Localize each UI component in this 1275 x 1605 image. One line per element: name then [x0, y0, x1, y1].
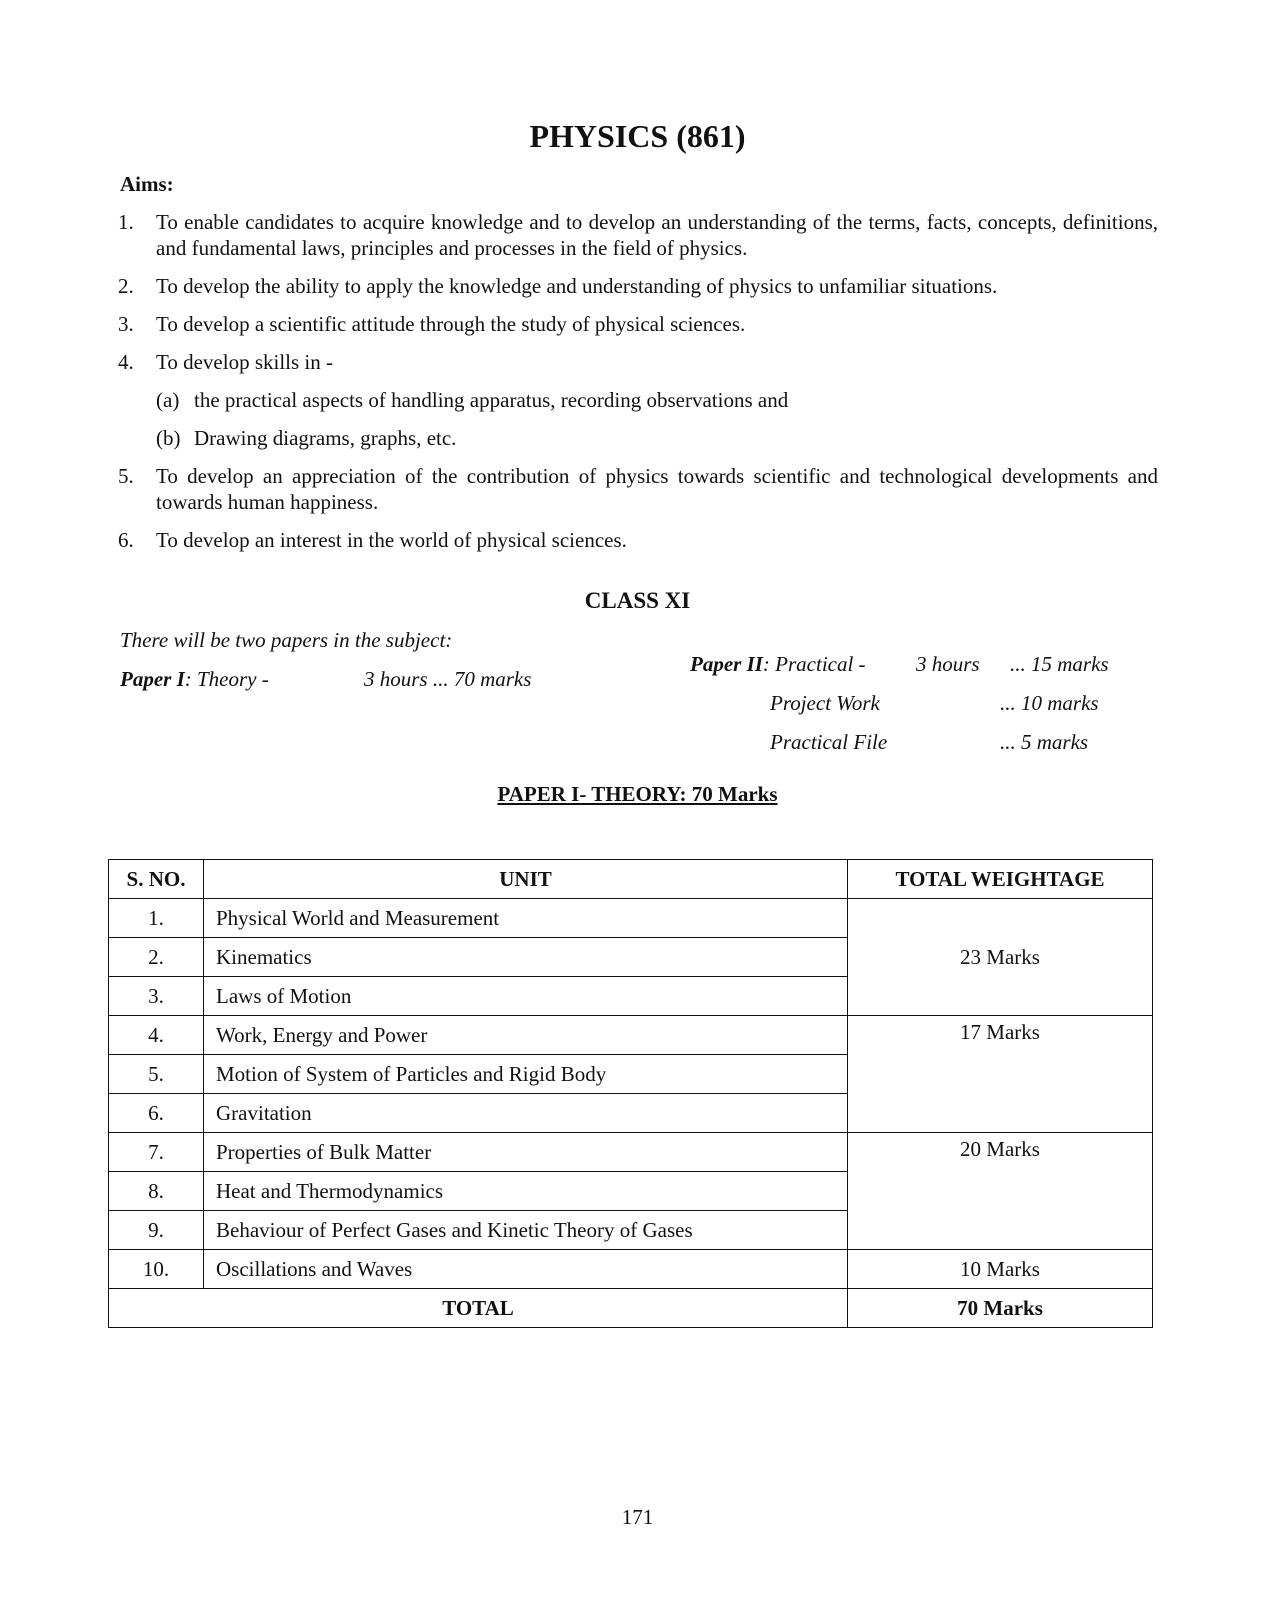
row-sno: 9. — [109, 1211, 204, 1250]
group-weightage: 20 Marks — [848, 1133, 1153, 1250]
aim-item — [118, 349, 1158, 375]
paper-2-desc: : Practical - — [762, 652, 866, 676]
aim-text: To develop an interest in the world of physical sciences. — [156, 528, 627, 552]
column-header-unit: UNIT — [204, 860, 848, 899]
table-total-row — [109, 1289, 1153, 1328]
aim-text: To develop a scientific attitude through the study of physical sciences. — [156, 312, 746, 336]
row-unit: Laws of Motion — [204, 977, 848, 1016]
papers-intro: There will be two papers in the subject: — [120, 628, 453, 652]
row-unit: Work, Energy and Power — [204, 1016, 848, 1055]
aim-sub-label: (b) — [156, 426, 181, 450]
aim-number: 5. — [118, 464, 134, 488]
aim-number: 3. — [118, 312, 134, 336]
table-row — [109, 1016, 1153, 1055]
group-weightage: 23 Marks — [848, 899, 1153, 1016]
practical-file-marks: ... 5 marks — [1000, 730, 1089, 754]
total-value: 70 Marks — [848, 1289, 1153, 1328]
aim-number: 6. — [118, 528, 134, 552]
row-sno: 10. — [109, 1250, 204, 1289]
row-unit: Properties of Bulk Matter — [204, 1133, 848, 1172]
row-unit: Kinematics — [204, 938, 848, 977]
group-weightage: 17 Marks — [848, 1016, 1153, 1133]
row-unit: Heat and Thermodynamics — [204, 1172, 848, 1211]
total-label: TOTAL — [109, 1289, 848, 1328]
table-row — [109, 1133, 1153, 1172]
section-heading — [0, 782, 1275, 807]
row-unit: Motion of System of Particles and Rigid Body — [204, 1055, 848, 1094]
row-sno: 1. — [109, 899, 204, 938]
aim-number: 4. — [118, 350, 134, 374]
paper-1-duration: 3 hours ... 70 marks — [364, 667, 532, 691]
row-unit: Physical World and Measurement — [204, 899, 848, 938]
aims-list — [118, 209, 1158, 565]
section-heading-text: PAPER I- THEORY: 70 Marks — [497, 782, 778, 806]
table-row — [109, 1250, 1153, 1289]
table-header-row — [109, 860, 1153, 899]
page-number: 171 — [621, 1505, 654, 1529]
aim-sub-text: Drawing diagrams, graphs, etc. — [194, 426, 457, 450]
row-sno: 6. — [109, 1094, 204, 1133]
page-title: PHYSICS (861) — [529, 118, 746, 154]
aim-item — [118, 273, 1158, 299]
row-sno: 4. — [109, 1016, 204, 1055]
weightage-table — [108, 859, 1153, 1328]
paper-1-label: Paper I — [120, 667, 185, 691]
row-sno: 5. — [109, 1055, 204, 1094]
table-row — [109, 899, 1153, 938]
aims-heading: Aims: — [120, 172, 174, 196]
aim-item — [118, 527, 1158, 553]
row-sno: 2. — [109, 938, 204, 977]
project-work-label: Project Work — [770, 691, 880, 715]
aim-sub-item — [156, 387, 1158, 413]
paper-2-marks: ... 15 marks — [1010, 652, 1109, 676]
class-heading: CLASS XI — [584, 588, 691, 613]
aim-number: 1. — [118, 210, 134, 234]
column-header-weightage: TOTAL WEIGHTAGE — [848, 860, 1153, 899]
aim-number: 2. — [118, 274, 134, 298]
row-unit: Oscillations and Waves — [204, 1250, 848, 1289]
practical-file-label: Practical File — [770, 730, 888, 754]
aim-sub-item — [156, 425, 1158, 451]
aim-text: To develop an appreciation of the contribution of physics towards scientific and technological developments and towards human happiness. — [156, 464, 1158, 514]
paper-2-label: Paper II — [690, 652, 763, 676]
paper-2-duration: 3 hours — [916, 652, 980, 676]
aim-sub-text: the practical aspects of handling apparatus, recording observations and — [194, 388, 789, 412]
row-sno: 3. — [109, 977, 204, 1016]
row-sno: 8. — [109, 1172, 204, 1211]
group-weightage: 10 Marks — [848, 1250, 1153, 1289]
project-work-marks: ... 10 marks — [1000, 691, 1099, 715]
aim-text: To develop skills in - — [156, 350, 334, 374]
aim-text: To enable candidates to acquire knowledge and to develop an understanding of the terms, facts, concepts, definitions, and fundamental laws, principles and processes in the field of physics. — [156, 210, 1158, 260]
paper-2-info — [690, 652, 1150, 769]
aim-item — [118, 311, 1158, 337]
aim-item — [118, 463, 1158, 515]
row-unit: Behaviour of Perfect Gases and Kinetic Theory of Gases — [204, 1211, 848, 1250]
column-header-sno: S. NO. — [109, 860, 204, 899]
row-unit: Gravitation — [204, 1094, 848, 1133]
aim-item — [118, 209, 1158, 261]
aim-text: To develop the ability to apply the knowledge and understanding of physics to unfamiliar situations. — [156, 274, 998, 298]
paper-1-info — [120, 667, 580, 692]
paper-1-desc: : Theory - — [184, 667, 269, 691]
aim-sub-label: (a) — [156, 388, 180, 412]
row-sno: 7. — [109, 1133, 204, 1172]
